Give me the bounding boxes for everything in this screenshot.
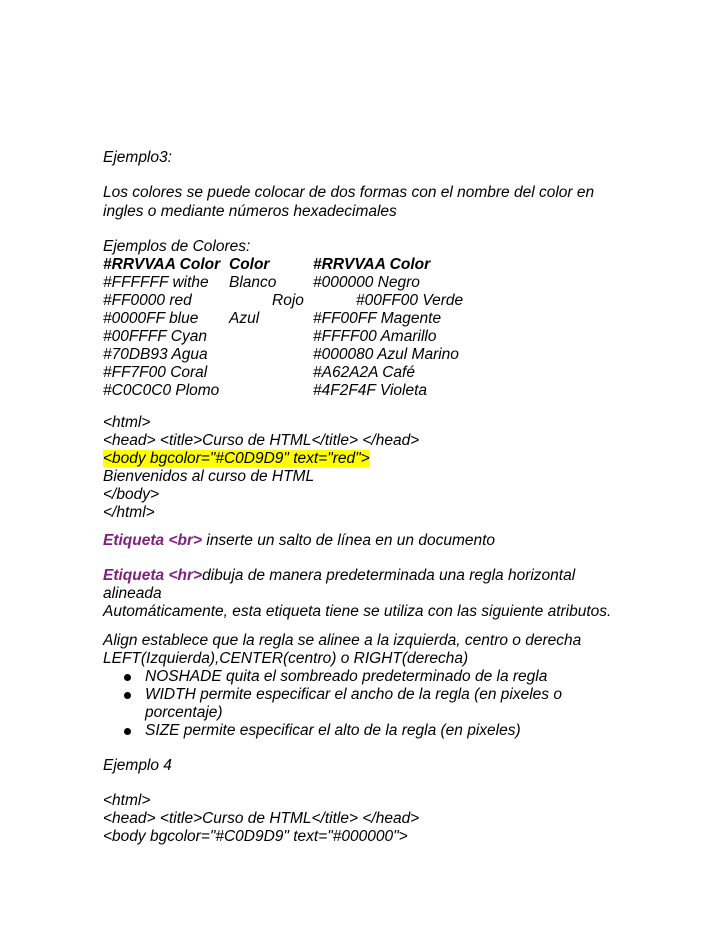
bullet-width: WIDTH permite especificar el ancho de la regla (en pixeles o — [145, 686, 562, 703]
code1-line: </html> — [103, 504, 155, 521]
hr-tag-line — [103, 567, 575, 585]
hr-tag-line-2: alineada — [103, 585, 162, 602]
intro-line-2: ingles o mediante números hexadecimales — [103, 203, 397, 220]
table-cell: #C0C0C0 Plomo — [103, 382, 220, 399]
code1-line: <html> — [103, 414, 151, 431]
table-cell: #FF7F00 Coral — [103, 364, 208, 381]
hr-tag-label: Etiqueta <hr> — [103, 567, 203, 584]
bullet-noshade: NOSHADE quita el sombreado predeterminado de la regla — [145, 668, 548, 685]
table-cell: Azul — [229, 310, 260, 327]
hr-tag-text: dibuja de manera predeterminada una regla horizontal — [202, 567, 576, 584]
table-header-c2: Color — [229, 256, 270, 273]
table-header-c3: #RRVVAA Color — [313, 256, 431, 273]
intro-line-1: Los colores se puede colocar de dos formas con el nombre del color en — [103, 184, 595, 201]
bullet-icon — [124, 674, 131, 681]
table-header-c1: #RRVVAA Color — [103, 256, 221, 273]
bullet-size: SIZE permite especificar el alto de la regla (en pixeles) — [145, 722, 521, 739]
align-line-2: LEFT(Izquierda),CENTER(centro) o RIGHT(derecha) — [103, 650, 469, 667]
table-cell: Blanco — [229, 274, 277, 291]
code1-line: Bienvenidos al curso de HTML — [103, 468, 315, 485]
colors-heading: Ejemplos de Colores: — [103, 238, 251, 255]
table-cell: Rojo — [272, 292, 304, 309]
br-tag-text: inserte un salto de línea en un documento — [202, 532, 496, 549]
code1-line: </body> — [103, 486, 160, 503]
br-tag-line — [103, 532, 495, 550]
br-tag-label: Etiqueta <br> — [103, 532, 203, 549]
code1-highlighted-body-line: <body bgcolor="#C0D9D9" text="red"> — [103, 450, 370, 467]
code1-line: <head> <title>Curso de HTML</title> </head> — [103, 432, 420, 449]
code2-line: <body bgcolor="#C0D9D9" text="#000000"> — [103, 828, 408, 845]
table-cell: #FF0000 red — [103, 292, 192, 309]
ejemplo4-title: Ejemplo 4 — [103, 757, 172, 774]
table-cell: #FFFFFF withe — [103, 274, 209, 291]
bullet-icon — [124, 728, 131, 735]
table-cell: #FFFF00 Amarillo — [313, 328, 437, 345]
table-cell: #A62A2A Café — [313, 364, 415, 381]
table-cell: #4F2F4F Violeta — [313, 382, 428, 399]
bullet-width-cont: porcentaje) — [145, 704, 223, 721]
bullet-icon — [124, 692, 131, 699]
code2-line: <head> <title>Curso de HTML</title> </head> — [103, 810, 420, 827]
code2-line: <html> — [103, 792, 151, 809]
table-cell: #FF00FF Magente — [313, 310, 442, 327]
table-cell: #000080 Azul Marino — [313, 346, 459, 363]
hr-tag-line-3: Automáticamente, esta etiqueta tiene se utiliza con las siguiente atributos. — [103, 603, 612, 620]
table-cell: #0000FF blue — [103, 310, 199, 327]
table-cell: #000000 Negro — [313, 274, 420, 291]
ejemplo3-title: Ejemplo3: — [103, 149, 172, 166]
align-line-1: Align establece que la regla se alinee a la izquierda, centro o derecha — [103, 632, 582, 649]
table-cell: #00FFFF Cyan — [103, 328, 207, 345]
table-cell: #70DB93 Agua — [103, 346, 208, 363]
table-cell: #00FF00 Verde — [356, 292, 464, 309]
